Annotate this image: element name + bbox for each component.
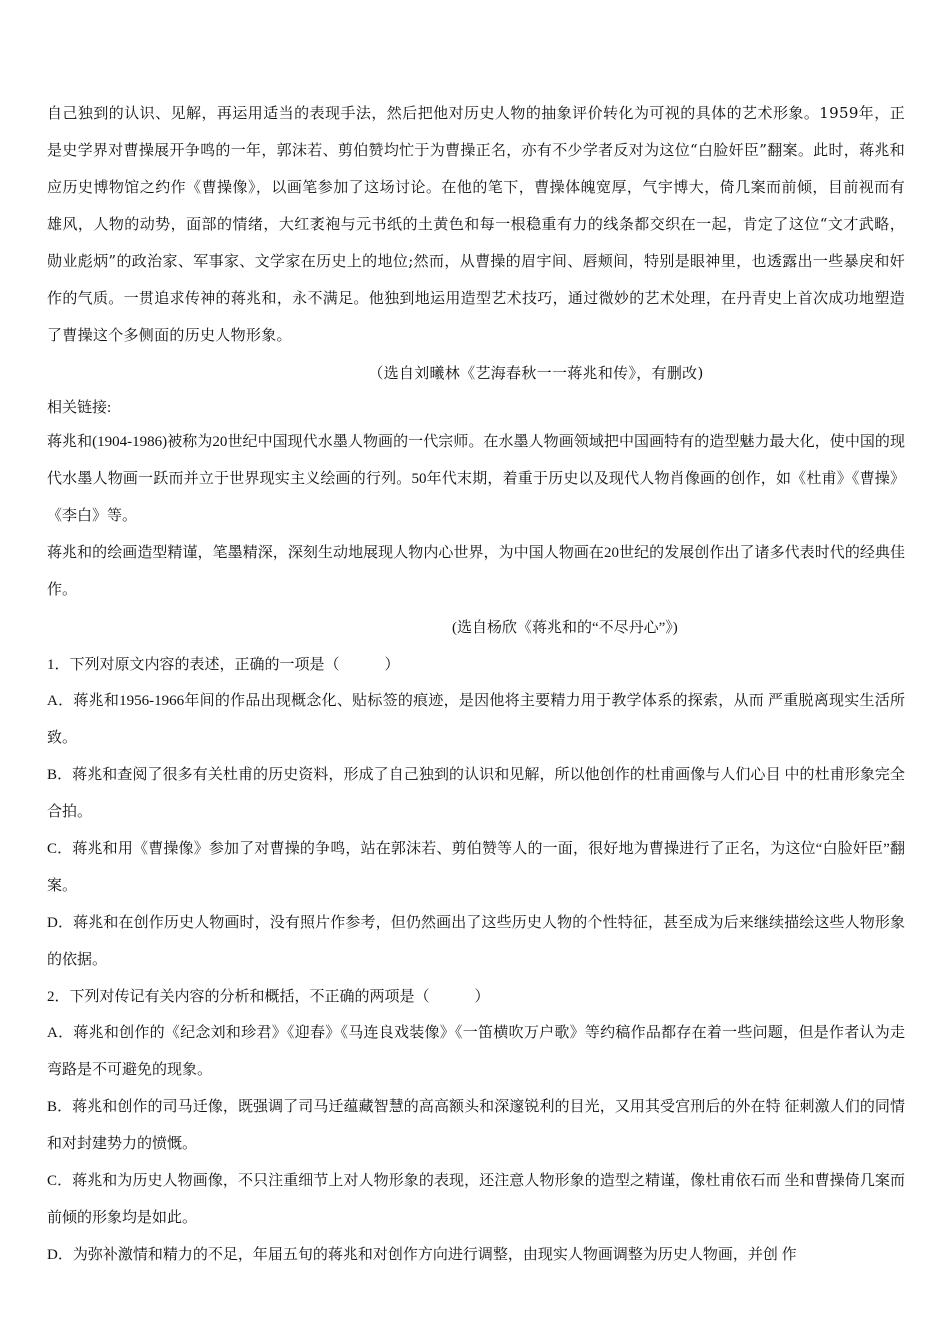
- option-a: A．蒋兆和1956-1966年间的作品出现概念化、贴标签的痕迹，是因他将主要精力用于教学体系的探索，从而 严重脱离现实生活所致。: [47, 693, 905, 746]
- option-b: B．蒋兆和创作的司马迁像，既强调了司马迁蕴藏智慧的高高额头和深邃锐利的目光，又用其受宫刑后的外在特 征刺激人们的同情和对封建势力的愤慨。: [47, 1099, 905, 1152]
- related-source: (选自杨欣《蒋兆和的“不尽丹心”》): [452, 620, 678, 636]
- option-c: C．蒋兆和为历史人物画像，不只注重细节上对人物形象的表现，还注意人物形象的造型之精谨，像杜甫依石而 坐和曹操倚几案而前倾的形象均是如此。: [47, 1173, 905, 1226]
- document-page: [47, 95, 905, 1274]
- question-stem: 2．下列对传记有关内容的分析和概括，不正确的两项是（ ）: [47, 989, 490, 1005]
- related-paragraph-2: 蒋兆和的绘画造型精谨，笔墨精深，深刻生动地展现人物内心世界，为中国人物画在20世纪的发展创作出了诸多代表时代的经典佳作。: [47, 545, 905, 598]
- related-paragraph-1: 蒋兆和(1904-1986)被称为20世纪中国现代水墨人物画的一代宗师。在水墨人物画领域把中国画特有的造型魅力最大化，使中国的现代水墨人物画一跃而并立于世界现实主义绘画的行列。50年代末期，着重于历史以及现代人物肖像画的创作，如《杜甫》《曹操》《李白》等。: [47, 434, 905, 524]
- related-label: 相关链接:: [47, 400, 112, 416]
- question-1: [47, 647, 905, 979]
- option-c: C．蒋兆和用《曹操像》参加了对曹操的争鸣，站在郭沫若、剪伯赞等人的一面，很好地为曹操进行了正名，为这位“白脸奸臣”翻案。: [47, 841, 905, 894]
- article-paragraph: 自己独到的认识、见解，再运用适当的表现手法，然后把他对历史人物的抽象评价转化为可视的具体的艺术形象。1959年，正是史学界对曹操展开争鸣的一年，郭沫若、剪伯赞均忙于为曹操正名，亦有不少学者反对为这位“白脸奸臣”翻案。此时，蒋兆和应历史博物馆之约作《曹操像》，以画笔参加了这场讨论。在他的笔下，曹操体魄宽厚，气宇博大，倚几案而前倾，目前视而有雄风，人物的动势，面部的情绪，大红袤袍与元书纸的土黄色和每一根稳重有力的线条都交织在一起，肯定了这位“文才武略，勋业彪炳”的政治家、军事家、文学家在历史上的地位;然而，从曹操的眉宇间、唇颊间，特别是眼神里，也透露出一些暴戾和奸作的气质。一贯追求传神的蒋兆和，永不满足。他独到地运用造型艺术技巧，通过微妙的艺术处理，在丹青史上首次成功地塑造了曹操这个多侧面的历史人物形象。: [47, 104, 905, 344]
- option-b: B．蒋兆和查阅了很多有关杜甫的历史资料，形成了自己独到的认识和见解，所以他创作的杜甫画像与人们心目 中的杜甫形象完全合拍。: [47, 767, 905, 820]
- article-source: （选自刘曦林《艺海春秋一一蒋兆和传》，有删改): [368, 364, 704, 382]
- question-2: [47, 979, 905, 1274]
- option-d: D．为弥补激情和精力的不足，年届五旬的蒋兆和对创作方向进行调整，由现实人物画调整为历史人物画，并创 作: [47, 1247, 797, 1263]
- option-a: A．蒋兆和创作的《纪念刘和珍君》《迎春》《马连良戏装像》《一笛横吹万户歌》等约稿作品都存在着一些问题，但是作者认为走弯路是不可避免的现象。: [47, 1025, 905, 1078]
- option-d: D．蒋兆和在创作历史人物画时，没有照片作参考，但仍然画出了这些历史人物的个性特征，甚至成为后来继续描绘这些人物形象的依据。: [47, 915, 905, 968]
- question-stem: 1．下列对原文内容的表述，正确的一项是（ ）: [47, 657, 400, 673]
